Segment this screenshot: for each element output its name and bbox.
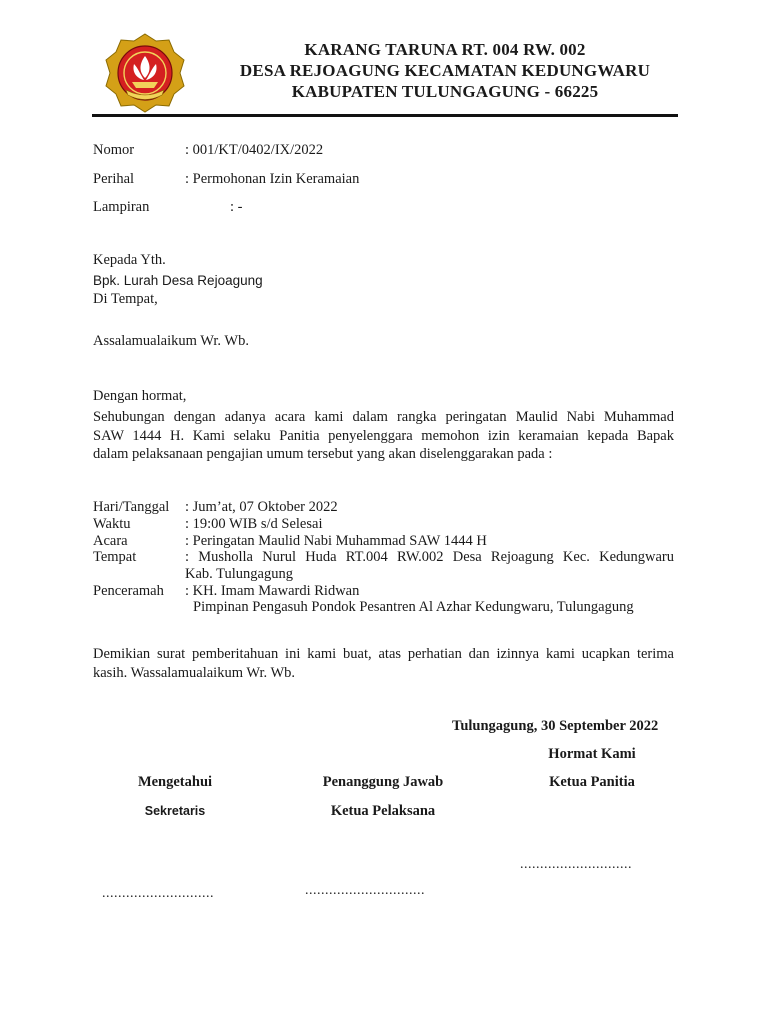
intro-line: SAW 1444 H. Kami selaku Panitia penyelenggara memohon izin keramaian kepada Bapak — [93, 427, 674, 444]
header-line-1: KARANG TARUNA RT. 004 RW. 002 — [304, 40, 586, 59]
greeting: Assalamualaikum Wr. Wb. — [93, 333, 249, 349]
penceramah-label: Penceramah — [93, 583, 164, 599]
hari-label: Hari/Tanggal — [93, 499, 170, 515]
nomor-label: Nomor — [93, 142, 135, 158]
ketua-panitia-role: Ketua Panitia — [549, 774, 635, 790]
intro-line: dalam pelaksanaan pengajian umum tersebut yang akan diselenggarakan pada : — [93, 446, 553, 462]
hari-value: : Jum’at, 07 Oktober 2022 — [185, 499, 338, 515]
acara-value: : Peringatan Maulid Nabi Muhammad SAW 1444 H — [185, 533, 487, 549]
perihal-label: Perihal — [93, 171, 135, 187]
ketua-panitia-signature-line: ............................ — [520, 857, 632, 872]
penceramah-value-line-2: Pimpinan Pengasuh Pondok Pesantren Al Azhar Kedungwaru, Tulungagung — [193, 599, 634, 615]
mengetahui-title: Mengetahui — [137, 774, 213, 790]
intro-line: Sehubungan dengan adanya acara kami dalam rangka peringatan Maulid Nabi Muhammad — [93, 409, 674, 425]
sekretaris-role: Sekretaris — [144, 804, 206, 818]
waktu-value: : 19:00 WIB s/d Selesai — [185, 516, 323, 532]
tempat-value-line-1: : Musholla Nurul Huda RT.004 RW.002 Desa Rejoagung Kec. Kedungwaru — [185, 549, 674, 565]
header-line-3: KABUPATEN TULUNGAGUNG - 66225 — [291, 82, 599, 101]
nomor-value: : 001/KT/0402/IX/2022 — [185, 142, 324, 158]
hormat-kami: Hormat Kami — [548, 746, 636, 762]
recipient-line-1: Kepada Yth. — [93, 252, 166, 268]
ketua-pelaksana-signature-line: .............................. — [305, 883, 425, 898]
recipient-line-2: Bpk. Lurah Desa Rejoagung — [93, 273, 263, 288]
tempat-value — [185, 549, 674, 566]
place-date: Tulungagung, 30 September 2022 — [452, 718, 659, 734]
tempat-label: Tempat — [93, 549, 137, 565]
ketua-pelaksana-role: Ketua Pelaksana — [330, 803, 436, 819]
perihal-value: : Permohonan Izin Keramaian — [185, 171, 360, 187]
header-line-2: DESA REJOAGUNG KECAMATAN KEDUNGWARU — [239, 61, 651, 80]
waktu-label: Waktu — [93, 516, 131, 532]
lampiran-value: : - — [230, 199, 243, 215]
lampiran-label: Lampiran — [93, 199, 150, 215]
opening: Dengan hormat, — [93, 388, 187, 404]
acara-label: Acara — [93, 533, 128, 549]
closing-paragraph — [93, 645, 674, 682]
penanggung-jawab-title: Penanggung Jawab — [322, 774, 444, 790]
tempat-value-line-2: Kab. Tulungagung — [185, 566, 293, 582]
penceramah-value-line-1: : KH. Imam Mawardi Ridwan — [185, 583, 360, 599]
intro-paragraph — [93, 408, 674, 464]
recipient-line-3: Di Tempat, — [93, 291, 158, 307]
closing-line: kasih. Wassalamualaikum Wr. Wb. — [93, 664, 296, 681]
sekretaris-signature-line: ............................ — [102, 886, 214, 901]
karang-taruna-logo-icon — [104, 32, 186, 114]
header-divider — [92, 114, 678, 117]
closing-line: Demikian surat pemberitahuan ini kami buat, atas perhatian dan izinnya kami ucapkan terima — [93, 646, 674, 662]
